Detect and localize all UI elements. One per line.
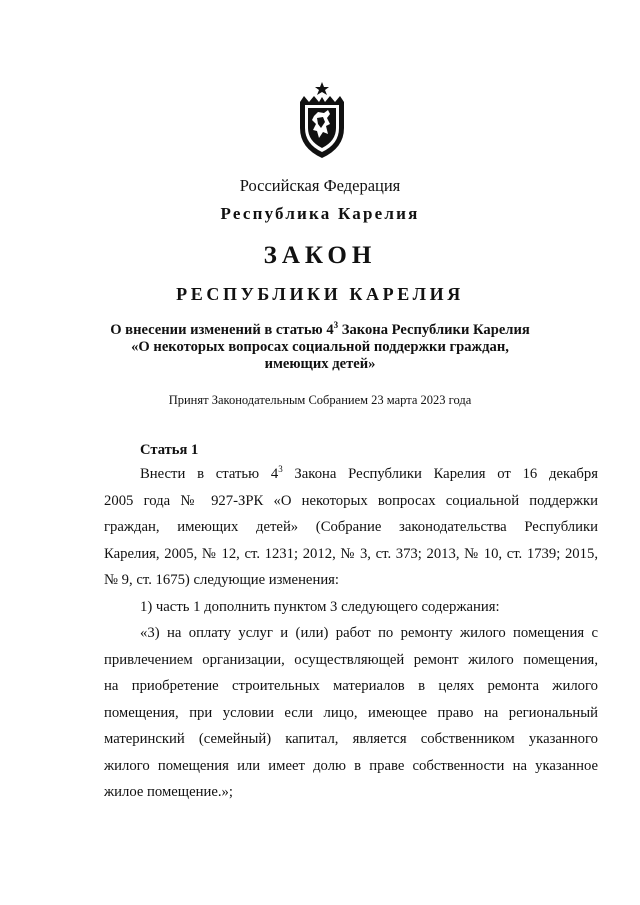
paragraph-3-line-6: жилого помещения или имеет долю в праве собственности на указанное xyxy=(104,757,598,774)
paragraph-2: 1) часть 1 дополнить пунктом 3 следующего содержания: xyxy=(140,598,500,615)
paragraph-3-line-5: материнский (семейный) капитал, является собственником указанного xyxy=(104,731,598,747)
paragraph-3-line-2: привлечением организации, осуществляющей ремонт жилого помещения, xyxy=(104,651,598,668)
law-title-line-3: имеющих детей» xyxy=(264,356,376,372)
law-title-line-2: «О некоторых вопросах социальной поддержки граждан, xyxy=(131,339,509,355)
paragraph-3-line-1: «3) на оплату услуг и (или) работ по ремонту жилого помещения с xyxy=(140,625,598,641)
article-body xyxy=(104,461,598,806)
article-heading: Статья 1 xyxy=(140,442,199,458)
law-title xyxy=(110,322,530,373)
republic-line: Республика Карелия xyxy=(220,204,420,223)
republic-genitive: РЕСПУБЛИКИ КАРЕЛИЯ xyxy=(176,284,464,304)
karelia-coat-of-arms-icon xyxy=(292,80,352,160)
paragraph-1-line-2: 2005 года № 927-ЗРК «О некоторых вопросах социальной поддержки xyxy=(104,492,598,509)
paragraph-3-line-7: жилое помещение.»; xyxy=(104,784,233,800)
law-title-line-1: О внесении изменений в статью $4^3$ Закона Республики Карелия xyxy=(110,320,530,338)
paragraph-1-line-1: Внести в статью $4^3$ Закона Республики Карелия от 16 декабря xyxy=(140,464,598,482)
federation-line: Российская Федерация xyxy=(239,176,401,195)
paragraph-3-line-3: на приобретение строительных материалов в целях ремонта жилого xyxy=(104,678,598,694)
paragraph-1-line-4: Карелия, 2005, № 12, ст. 1231; 2012, № 3, ст. 373; 2013, № 10, ст. 1739; 2015, xyxy=(104,545,598,562)
paragraph-1-line-3: граждан, имеющих детей» (Собрание законодательства Республики xyxy=(104,519,598,535)
adoption-note: Принят Законодательным Собранием 23 марта 2023 года xyxy=(168,393,472,407)
paragraph-3-line-4: помещения, при условии если лицо, имеющее право на региональный xyxy=(104,704,598,721)
document-type: ЗАКОН xyxy=(263,242,377,269)
paragraph-1-line-5: № 9, ст. 1675) следующие изменения: xyxy=(104,572,340,588)
